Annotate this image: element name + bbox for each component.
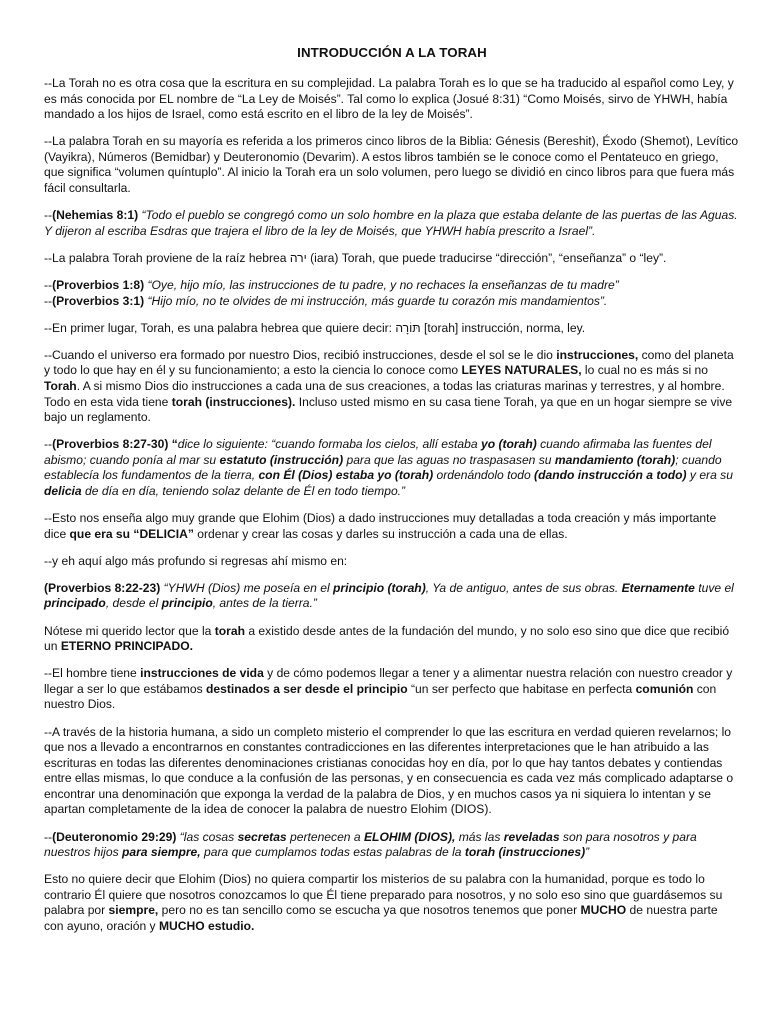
body-text: , desde el: [105, 596, 162, 611]
emphasis-text: principio: [161, 596, 213, 611]
body-text: --El hombre tiene: [44, 666, 141, 681]
body-text: --La palabra Torah en su mayoría es referida a los primeros cinco libros de la Biblia: Génesis (Bereshit), Éxodo (Shemot), Levítico (Vayikra), Números (Bemidbar) y Deuteronomio (Devarim). A estos libros también se le conoce como el Pentateuco en griego, que significa “volumen quíntuplo”. Al inicio la Torah era un solo volumen, pero luego se dividió en cinco libros para que fuera más fácil consultarla.: [44, 134, 739, 196]
emphasis-text: torah (instrucciones).: [171, 394, 296, 409]
body-text: Incluso usted mismo en su casa tiene Torah, ya que en un hogar siempre se vive bajo un reglamento.: [44, 394, 733, 425]
body-text: “YHWH (Dios) me poseía en el: [160, 580, 334, 595]
body-text: cuando afirmaba las fuentes del abismo; cuando ponía al mar su: [44, 437, 712, 467]
paragraph: [44, 511, 740, 542]
paragraph: [44, 554, 740, 570]
body-text: y era su: [686, 468, 733, 483]
body-text: --La Torah no es otra cosa que la escritura en su complejidad. La palabra Torah es lo que se ha traducido al español como Ley, y es más conocida por EL nombre de “La Ley de Moisés”. Tal como lo explica (Josué 8:31) “Como Moisés, sirvo de YHWH, había mandado a los hijos de Israel, como está escrito en el libro de la ley de Moisés”.: [44, 76, 734, 122]
body-text: --Esto nos enseña algo muy grande que Elohim (Dios) a dado instrucciones muy detalladas a toda creación y más importante dice: [44, 511, 717, 541]
body-text: ; cuando establecía los fundamentos de la tierra,: [44, 452, 722, 483]
document-title: INTRODUCCIÓN A LA TORAH: [297, 45, 487, 60]
emphasis-text: (Proverbios 8:22-23): [44, 580, 161, 595]
body-text: “Hijo mío, no te olvides de mi instrucción, más guarde tu corazón mis mandamientos”.: [144, 293, 608, 308]
emphasis-text: “: [168, 437, 178, 452]
body-text: ”: [585, 845, 590, 860]
body-text: --y eh aquí algo más profundo si regresas ahí mismo en:: [44, 553, 348, 568]
emphasis-text: principado: [44, 596, 106, 611]
body-text: --: [44, 829, 53, 844]
paragraph: [44, 348, 740, 426]
body-text: , Ya de antiguo, antes de sus obras.: [425, 580, 622, 595]
paragraph: [44, 830, 740, 861]
paragraph: [44, 208, 740, 239]
emphasis-text: Torah: [44, 378, 77, 393]
body-text: tuve el: [694, 580, 734, 595]
body-text: --: [44, 437, 53, 452]
emphasis-text: ETERNO PRINCIPADO.: [60, 639, 193, 654]
paragraph: [44, 134, 740, 196]
body-text: pero no es tan sencillo como se escucha ya que nosotros tenemos que poner: [158, 903, 581, 918]
emphasis-text: reveladas: [503, 829, 560, 844]
paragraph: [44, 666, 740, 713]
body-text: Nótese mi querido lector que la: [44, 623, 215, 638]
document-body: [44, 76, 740, 935]
paragraph: [44, 251, 740, 267]
emphasis-text: MUCHO: [580, 903, 627, 918]
body-text: para que cumplamos todas estas palabras de la: [200, 845, 465, 860]
paragraph: [44, 321, 740, 337]
body-text: con nuestro Dios.: [44, 681, 717, 712]
emphasis-text: siempre,: [108, 903, 159, 918]
paragraph: [44, 872, 740, 934]
emphasis-text: torah: [214, 623, 245, 638]
body-text: “un ser perfecto que habitase en perfecta: [407, 681, 636, 696]
emphasis-text: (dando instrucción a todo): [534, 468, 687, 483]
body-text: como del planeta y todo lo que hay en él y su funcionamiento; a esto la ciencia lo conoce como: [44, 347, 734, 378]
paragraph: [44, 278, 740, 309]
emphasis-text: ELOHIM (DIOS),: [363, 829, 456, 844]
body-text: de nuestra parte con ayuno, oración y: [44, 903, 718, 934]
emphasis-text: con Él (Dios) estaba yo (torah): [258, 468, 434, 483]
emphasis-text: instrucciones de vida: [140, 666, 264, 681]
emphasis-text: (Nehemias 8:1): [52, 208, 139, 223]
emphasis-text: secretas: [237, 829, 287, 844]
emphasis-text: instrucciones,: [556, 347, 639, 362]
body-text: “las cosas: [176, 829, 238, 844]
emphasis-text: (Proverbios 8:27-30): [52, 437, 169, 452]
emphasis-text: principio (torah): [333, 580, 426, 595]
body-text: --: [44, 293, 53, 308]
body-text: --A través de la historia humana, a sido un completo misterio el comprender lo que las escritura en verdad quieren revelarnos; lo que nos a llevado a encontrarnos en constantes contradicciones en las diferentes interpretaciones que le han atribuido a las escrituras en todas las diferentes denominaciones cristianas conocidas hoy en día, por lo que hay tantos debates y contiendas entre ellas mismas, lo que conduce a la confusión de las personas, y en consecuencia es cada vez más complicado adaptarse o encontrar una denominación que exponga la verdad de la palabra de Dios, y en muchos casos ya ni siquiera lo intentan y se apartan completamente de la idea de conocer la palabra de nuestro Elohim (DIOS).: [44, 724, 734, 817]
emphasis-text: estatuto (instrucción): [219, 452, 344, 467]
emphasis-text: MUCHO estudio.: [158, 919, 255, 934]
paragraph: [44, 624, 740, 655]
body-text: a existido desde antes de la fundación del mundo, y no solo eso sino que dice que recibió un: [44, 623, 730, 654]
emphasis-text: que era su “DELICIA”: [69, 526, 194, 541]
body-text: “Todo el pueblo se congregó como un solo hombre en la plaza que estaba delante de las puertas de las Aguas. Y dijeron al escriba Esdras que trajera el libro de la ley de Moisés, que YHWH había prescrito a Israel”.: [44, 208, 738, 238]
paragraph: [44, 76, 740, 123]
body-text: ordenándolo todo: [433, 468, 535, 483]
emphasis-text: Eternamente: [621, 580, 695, 595]
emphasis-text: destinados a ser desde el principio: [206, 681, 408, 696]
body-text: dice lo siguiente: “cuando formaba los cielos, allí estaba: [177, 437, 481, 452]
body-text: lo cual no es más si no: [581, 363, 708, 378]
body-text: --Cuando el universo era formado por nuestro Dios, recibió instrucciones, desde el sol se le dio: [44, 347, 557, 362]
emphasis-text: comunión: [635, 681, 694, 696]
body-text: --La palabra Torah proviene de la raíz hebrea ירה (iara) Torah, que puede traducirse “dirección”, “enseñanza” o “ley”.: [44, 250, 667, 265]
body-text: --En primer lugar, Torah, es una palabra hebrea que quiere decir: תּוֹרָה [torah] instrucción, norma, ley.: [44, 320, 586, 335]
body-text: --: [44, 208, 53, 223]
emphasis-text: yo (torah): [480, 437, 537, 452]
emphasis-text: (Deuteronomio 29:29): [52, 829, 177, 844]
body-text: ordenar y crear las cosas y darles su instrucción a cada una de ellas.: [193, 526, 568, 541]
paragraph: [44, 437, 740, 499]
body-text: --: [44, 277, 53, 292]
body-text: y de cómo podemos llegar a tener y a alimentar nuestra relación con nuestro creador y llegar a ser lo que estábamos: [44, 666, 733, 696]
paragraph: [44, 725, 740, 819]
emphasis-text: delicia: [44, 483, 82, 498]
body-text: “Oye, hijo mío, las instrucciones de tu padre, y no rechaces la enseñanzas de tu madre”: [144, 277, 619, 292]
emphasis-text: (Proverbios 3:1): [52, 293, 145, 308]
body-text: más las: [455, 829, 504, 844]
body-text: de día en día, teniendo solaz delante de Él en todo tiempo.”: [81, 483, 406, 498]
body-text: son para nosotros y para nuestros hijos: [44, 829, 697, 860]
body-text: . A si mismo Dios dio instrucciones a cada una de sus creaciones, a todas las criaturas marinas y terrestres, y al hombre. Todo en esta vida tiene: [44, 378, 725, 409]
paragraph: [44, 581, 740, 612]
body-text: pertenecen a: [286, 829, 364, 844]
emphasis-text: torah (instrucciones): [464, 845, 586, 860]
body-text: para que las aguas no traspasasen su: [343, 452, 555, 467]
body-text: Esto no quiere decir que Elohim (Dios) no quiera compartir los misterios de su palabra con la humanidad, porque es todo lo contrario Él quiere que nosotros conozcamos lo que Él tiene preparado para nosotros, y no solo eso sino que guardásemos su palabra por: [44, 872, 723, 918]
emphasis-text: mandamiento (torah): [554, 452, 676, 467]
emphasis-text: LEYES NATURALES,: [461, 363, 582, 378]
emphasis-text: (Proverbios 1:8): [52, 277, 145, 292]
emphasis-text: para siempre,: [121, 845, 201, 860]
body-text: , antes de la tierra.”: [212, 596, 317, 611]
